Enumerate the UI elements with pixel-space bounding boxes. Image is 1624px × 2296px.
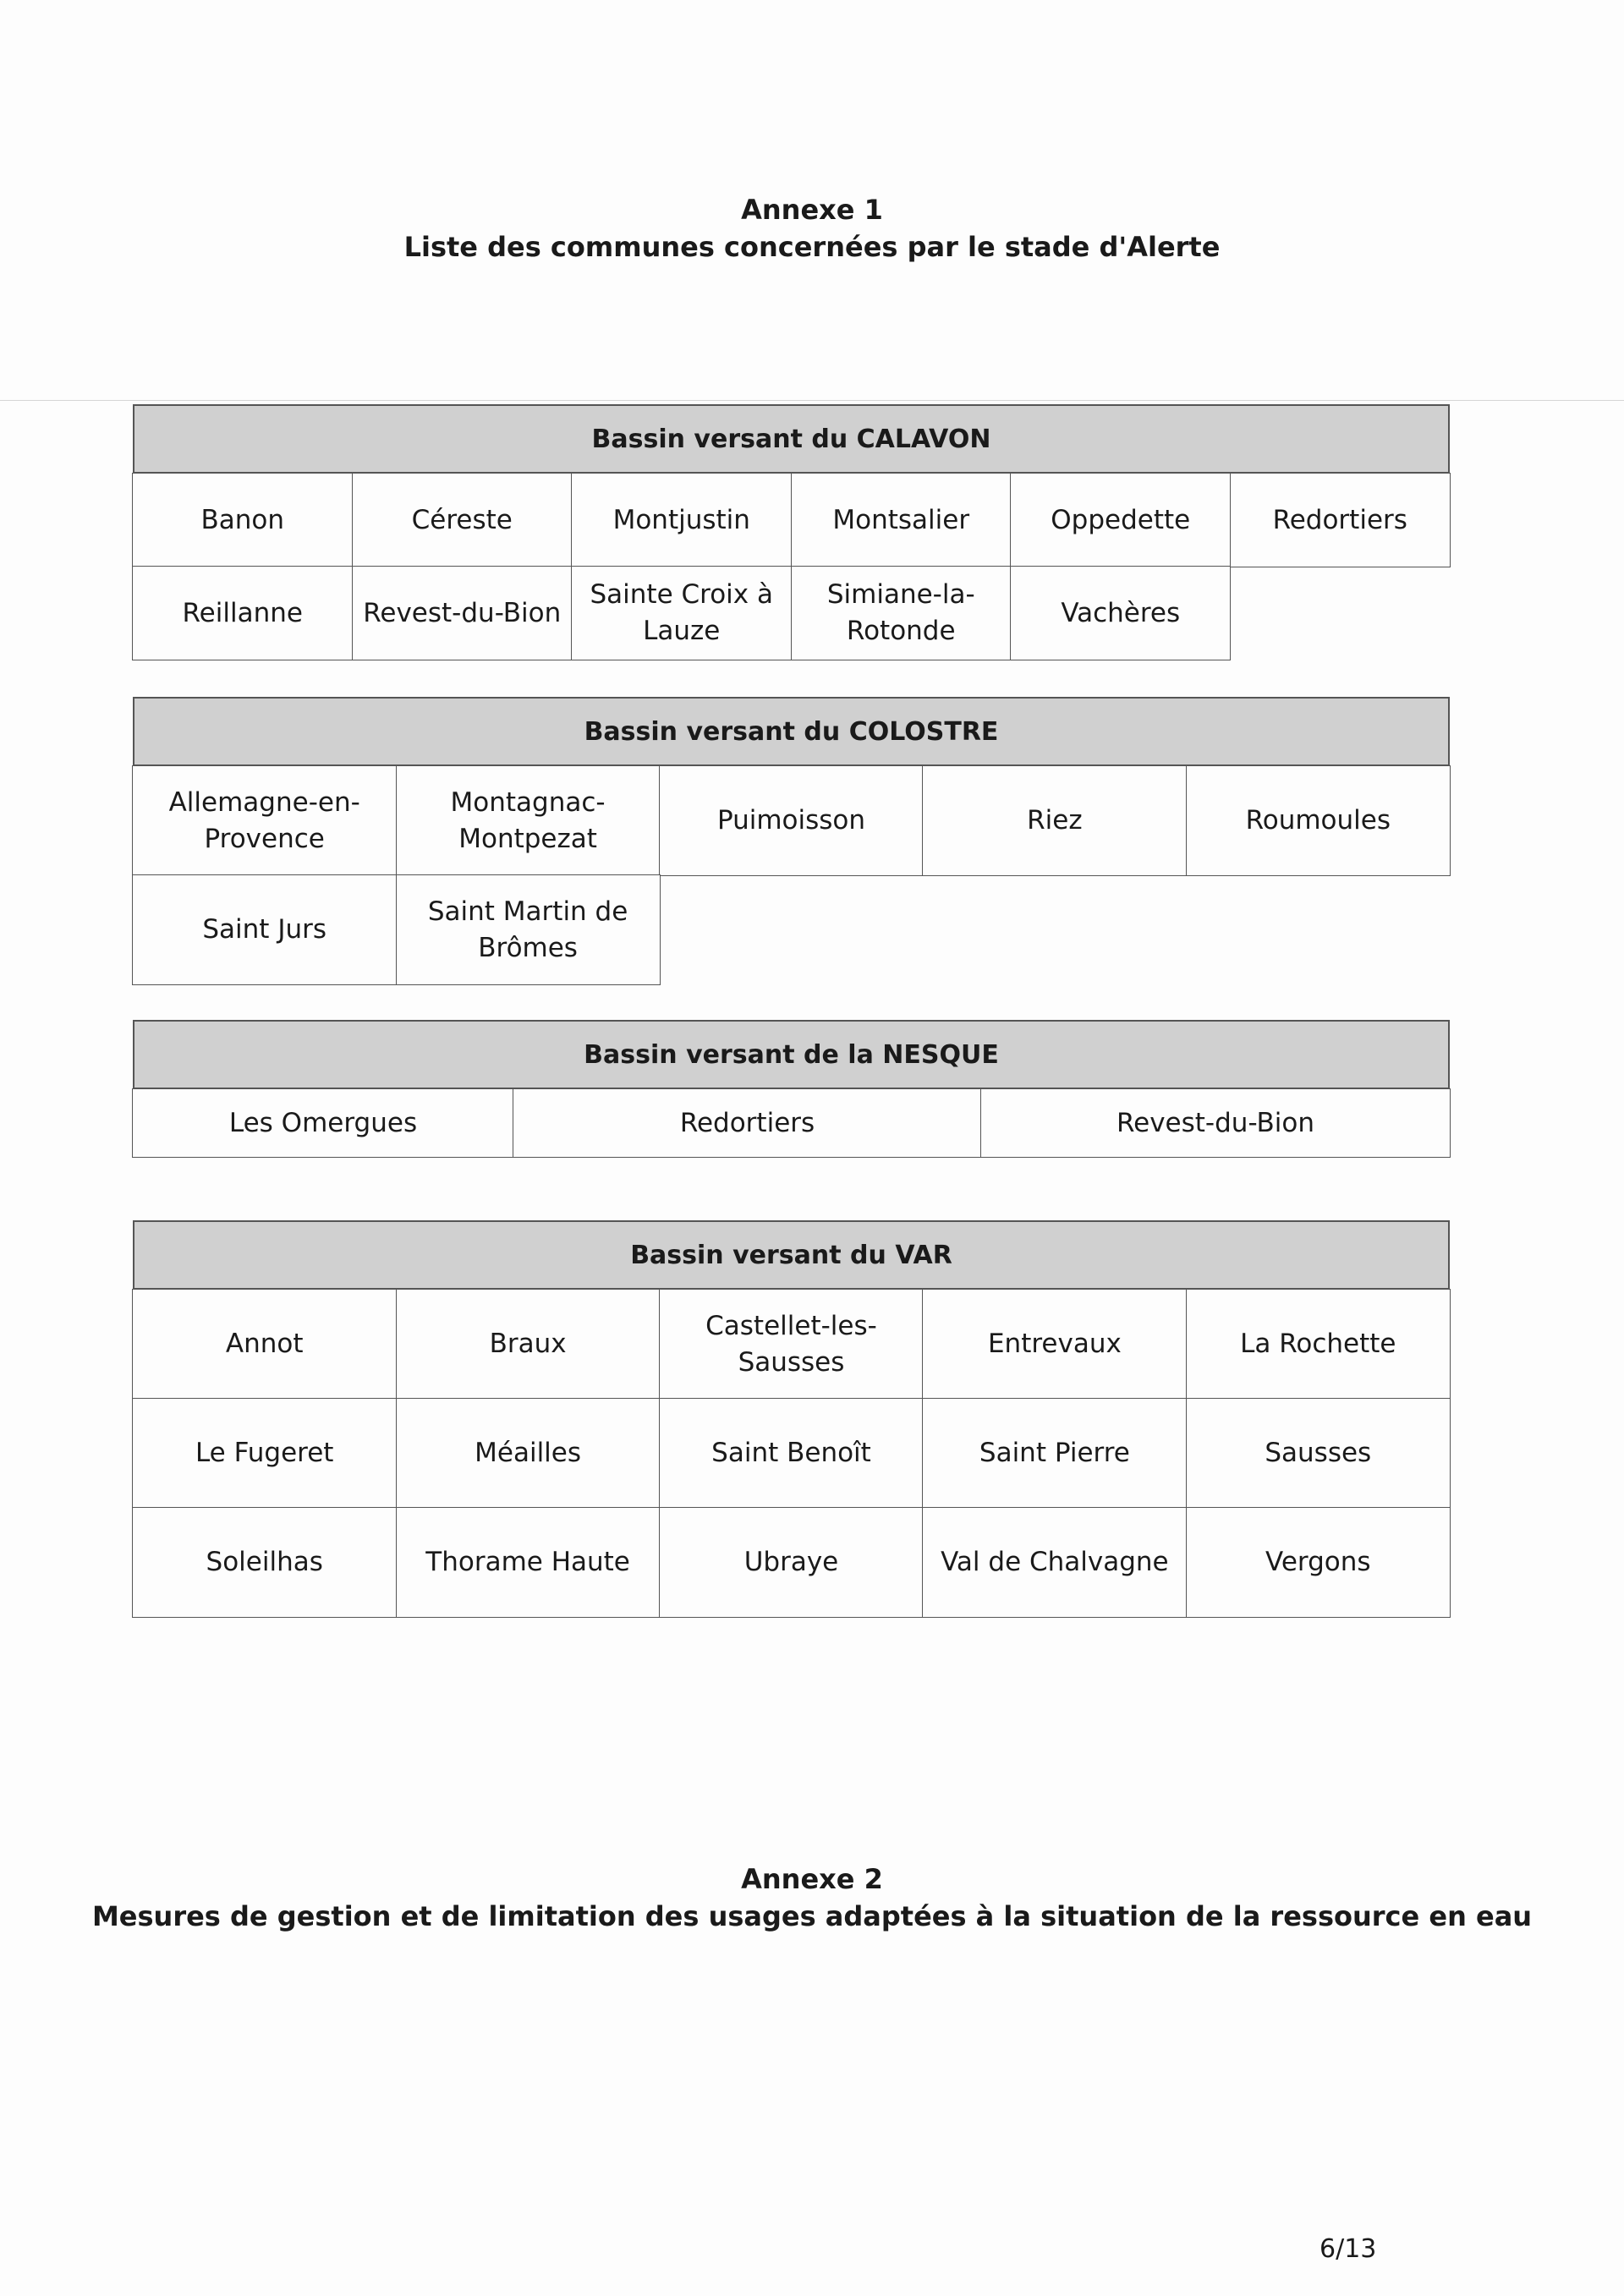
commune-cell: Céreste [352,473,573,567]
commune-cell: Saint Benoît [659,1398,924,1509]
commune-cell: Soleilhas [132,1507,397,1618]
commune-cell: Redortiers [513,1088,982,1158]
commune-cell: Ubraye [659,1507,924,1618]
commune-cell: Vachères [1010,566,1231,660]
commune-cell: Braux [396,1289,661,1400]
commune-cell: Simiane-la-Rotonde [791,566,1012,660]
commune-cell: Revest-du-Bion [352,566,573,660]
commune-cell: Sausses [1186,1398,1451,1509]
commune-cell: Vergons [1186,1507,1451,1618]
commune-cell: Saint Jurs [132,874,397,985]
commune-cell: Redortiers [1230,473,1451,567]
scan-divider [0,400,1624,401]
basin-table-var [133,1220,1450,1617]
commune-cell: Puimoisson [659,765,924,876]
basin-table-colostre [133,697,1450,984]
commune-cell: Allemagne-en-Provence [132,765,397,876]
commune-cell: Castellet-les-Sausses [659,1289,924,1400]
basin-table-nesque [133,1020,1450,1157]
page-number: 6/13 [1320,2234,1377,2264]
commune-cell: Banon [132,473,353,567]
commune-cell: Val de Chalvagne [922,1507,1187,1618]
commune-cell: Revest-du-Bion [980,1088,1451,1158]
commune-cell: Saint Martin de Brômes [396,874,661,985]
basin-title: Bassin versant de la NESQUE [133,1020,1450,1089]
annex-2-heading [0,1860,1624,1935]
commune-cell: Sainte Croix à Lauze [571,566,792,660]
annex-1-title: Annexe 1 [741,194,883,226]
annex-1-subtitle: Liste des communes concernées par le stade d'Alerte [403,231,1221,263]
commune-cell: Les Omergues [132,1088,514,1158]
commune-cell: Oppedette [1010,473,1231,567]
commune-cell: Le Fugeret [132,1398,397,1509]
annex-1-heading [0,191,1624,266]
annex-2-title: Annexe 2 [741,1863,883,1895]
commune-cell: Méailles [396,1398,661,1509]
commune-cell: Entrevaux [922,1289,1187,1400]
commune-cell: Montagnac-Montpezat [396,765,661,876]
commune-cell: La Rochette [1186,1289,1451,1400]
commune-cell: Montsalier [791,473,1012,567]
basin-title: Bassin versant du CALAVON [133,404,1450,474]
commune-cell: Montjustin [571,473,792,567]
basin-table-calavon [133,404,1450,660]
basin-title: Bassin versant du COLOSTRE [133,697,1450,766]
commune-cell: Riez [922,765,1187,876]
basin-title: Bassin versant du VAR [133,1220,1450,1290]
commune-cell: Roumoules [1186,765,1451,876]
annex-2-subtitle: Mesures de gestion et de limitation des usages adaptées à la situation de la ressource en eau [91,1900,1533,1932]
commune-cell: Reillanne [132,566,353,660]
commune-cell: Annot [132,1289,397,1400]
commune-cell: Thorame Haute [396,1507,661,1618]
commune-cell: Saint Pierre [922,1398,1187,1509]
